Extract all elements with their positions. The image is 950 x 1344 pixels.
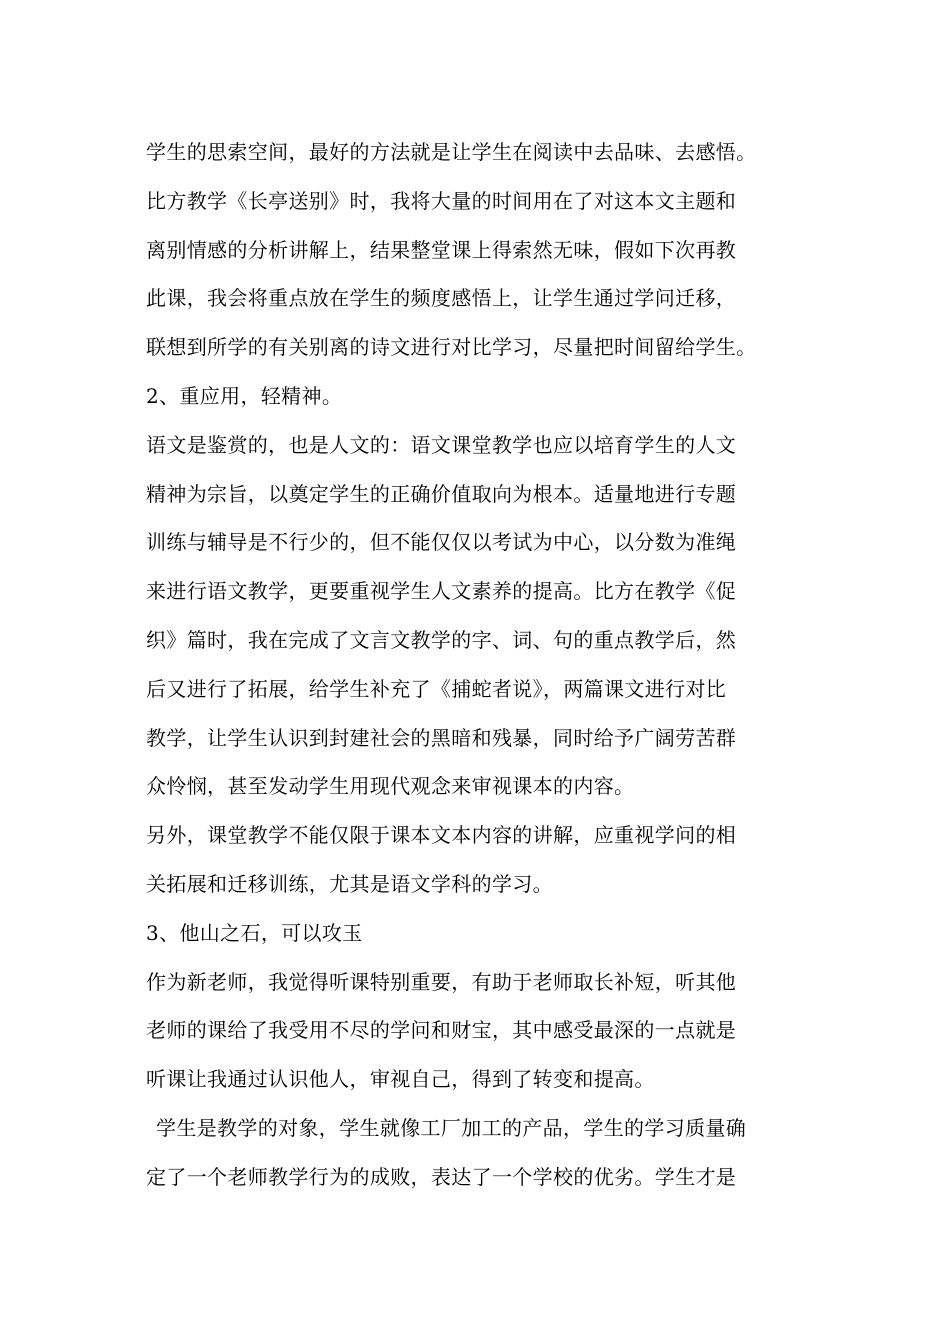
text-line: 关拓展和迁移训练，尤其是语文学科的学习。 xyxy=(146,871,553,896)
text-line: 后又进行了拓展，给学生补充了《捕蛇者说》，两篇课文进行对比 xyxy=(146,676,727,701)
text-line: 学生是教学的对象，学生就像工厂加工的产品，学生的学习质量确 xyxy=(156,1115,747,1140)
text-line: 定了一个老师教学行为的成败，表达了一个学校的优劣。学生才是 xyxy=(146,1164,737,1189)
body-text xyxy=(146,128,816,1202)
text-line: 另外，课堂教学不能仅限于课本文本内容的讲解，应重视学问的相 xyxy=(146,823,737,848)
text-line: 联想到所学的有关别离的诗文进行对比学习，尽量把时间留给学生。 xyxy=(146,335,757,360)
text-line: 作为新老师，我觉得听课特别重要，有助于老师取长补短，听其他 xyxy=(146,969,737,994)
text-line: 训练与辅导是不行少的，但不能仅仅以考试为中心，以分数为准绳 xyxy=(146,530,737,555)
text-line: 比方教学《长亭送别》时，我将大量的时间用在了对这本文主题和 xyxy=(146,188,737,213)
text-line: 听课让我通过认识他人，审视自己，得到了转变和提高。 xyxy=(146,1067,655,1092)
section-heading-3: 3、他山之石，可以攻玉 xyxy=(146,920,363,945)
text-line: 离别情感的分析讲解上，结果整堂课上得索然无味，假如下次再教 xyxy=(146,237,737,262)
text-line: 众怜悯，甚至发动学生用现代观念来审视课本的内容。 xyxy=(146,774,635,799)
text-line: 此课，我会将重点放在学生的频度感悟上，让学生通过学问迁移， xyxy=(146,286,737,311)
text-line: 教学，让学生认识到封建社会的黑暗和残暴，同时给予广阔劳苦群 xyxy=(146,725,737,750)
text-line: 学生的思索空间，最好的方法就是让学生在阅读中去品味、去感悟。 xyxy=(146,140,757,164)
section-heading-2: 2、重应用，轻精神。 xyxy=(146,383,343,408)
text-line: 织》篇时，我在完成了文言文教学的字、词、句的重点教学后，然 xyxy=(146,627,737,652)
text-line: 语文是鉴赏的，也是人文的：语文课堂教学也应以培育学生的人文 xyxy=(146,432,737,457)
text-line: 来进行语文教学，更要重视学生人文素养的提高。比方在教学《促 xyxy=(146,579,737,604)
text-line: 精神为宗旨，以奠定学生的正确价值取向为根本。适量地进行专题 xyxy=(146,481,737,506)
text-line: 老师的课给了我受用不尽的学问和财宝，其中感受最深的一点就是 xyxy=(146,1018,737,1043)
